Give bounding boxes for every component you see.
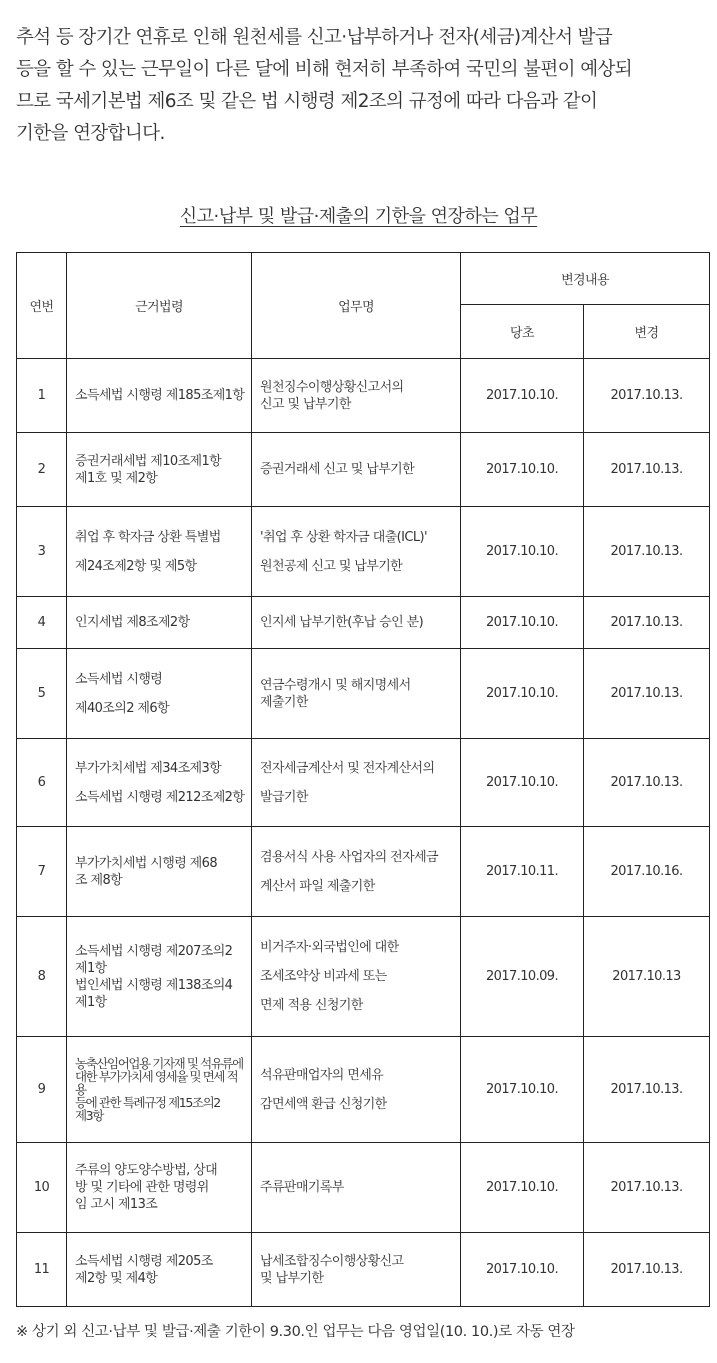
row-number: 11 <box>17 1233 67 1307</box>
table-row <box>17 597 710 649</box>
header-changed: 변경 <box>584 305 710 359</box>
table-row <box>17 827 710 917</box>
row-number: 10 <box>17 1143 67 1233</box>
task-cell <box>252 1233 461 1307</box>
task-line <box>260 777 456 789</box>
deadline-extension-table <box>16 252 710 1307</box>
task-cell <box>252 649 461 739</box>
task-cell <box>252 359 461 433</box>
law-line: 인지세법 제8조제2항 <box>75 615 190 630</box>
table-row <box>17 1233 710 1307</box>
law-cell <box>67 739 252 827</box>
task-line: 감면세액 환급 신청기한 <box>260 1096 387 1112</box>
row-number: 2 <box>17 433 67 507</box>
task-line: 납세조합징수이행상황신고 <box>260 1253 404 1269</box>
law-line: 소득세법 시행령 제212조제2항 <box>75 789 245 805</box>
task-cell <box>252 1143 461 1233</box>
original-date: 2017.10.10. <box>461 1233 584 1307</box>
header-no: 연번 <box>17 253 67 359</box>
changed-date: 2017.10.13. <box>584 1233 710 1307</box>
law-line: 제1항 <box>75 994 107 1010</box>
law-cell <box>67 649 252 739</box>
intro-line: 므로 국세기본법 제6조 및 같은 법 시행령 제2조의 규정에 따라 다음과 같이 <box>16 91 598 112</box>
law-line: 제1호 및 제2항 <box>75 470 158 486</box>
changed-date: 2017.10.13 <box>584 917 710 1037</box>
task-line: 신고 및 납부기한 <box>260 396 351 412</box>
law-line: 소득세법 시행령 제205조 <box>75 1253 213 1269</box>
law-line: 증권거래세법 제10조제1항 <box>75 453 222 469</box>
law-line: 소득세법 시행령 제185조제1항 <box>75 388 245 403</box>
task-line: 및 납부기한 <box>260 1270 324 1286</box>
law-line: 주류의 양도양수방법, 상대 <box>75 1163 218 1178</box>
law-line <box>75 777 247 789</box>
task-line: 인지세 납부기한(후납 승인 분) <box>260 615 424 630</box>
original-date: 2017.10.10. <box>461 433 584 507</box>
task-line: 연금수령개시 및 해지명세서 <box>260 677 411 693</box>
table-row <box>17 649 710 739</box>
law-cell <box>67 433 252 507</box>
table-row <box>17 917 710 1037</box>
law-cell <box>67 597 252 649</box>
law-cell <box>67 917 252 1037</box>
task-line <box>260 1084 456 1096</box>
law-line: 등에 관한 특례규정 제15조의2 <box>75 1095 220 1110</box>
task-line: '취업 후 상환 학자금 대출(ICL)' <box>260 529 427 545</box>
task-cell <box>252 1037 461 1143</box>
task-line <box>260 546 456 558</box>
changed-date: 2017.10.13. <box>584 507 710 597</box>
law-line: 임 고시 제13조 <box>75 1197 158 1212</box>
original-date: 2017.10.10. <box>461 739 584 827</box>
original-date: 2017.10.11. <box>461 827 584 917</box>
law-line: 제40조의2 제6항 <box>75 700 170 716</box>
intro-paragraph <box>16 22 706 150</box>
task-line: 조세조약상 비과세 또는 <box>260 969 387 984</box>
header-original: 당초 <box>461 305 584 359</box>
task-line: 원천징수이행상황신고서의 <box>260 379 404 395</box>
row-number: 8 <box>17 917 67 1037</box>
task-line: 제출기한 <box>260 694 308 710</box>
task-line: 비거주자·외국법인에 대한 <box>260 940 399 955</box>
task-line <box>260 985 456 997</box>
law-cell <box>67 1143 252 1233</box>
header-change: 변경내용 <box>461 253 710 305</box>
header-law: 근거법령 <box>67 253 252 359</box>
law-cell <box>67 827 252 917</box>
original-date: 2017.10.10. <box>461 597 584 649</box>
row-number: 1 <box>17 359 67 433</box>
table-row <box>17 359 710 433</box>
law-line: 제24조제2항 및 제5항 <box>75 558 197 574</box>
law-cell <box>67 1037 252 1143</box>
changed-date: 2017.10.13. <box>584 359 710 433</box>
law-line: 조 제8항 <box>75 872 123 888</box>
law-line: 방 및 기타에 관한 명령위 <box>75 1180 209 1195</box>
row-number: 5 <box>17 649 67 739</box>
row-number: 3 <box>17 507 67 597</box>
law-line <box>75 546 247 558</box>
task-line: 면제 적용 신청기한 <box>260 998 363 1013</box>
task-line: 발급기한 <box>260 789 308 805</box>
law-cell <box>67 507 252 597</box>
law-line: 부가가치세법 제34조제3항 <box>75 760 222 776</box>
original-date: 2017.10.10. <box>461 1143 584 1233</box>
row-number: 7 <box>17 827 67 917</box>
table-row <box>17 1037 710 1143</box>
row-number: 4 <box>17 597 67 649</box>
task-line: 원천공제 신고 및 납부기한 <box>260 558 403 574</box>
law-line: 소득세법 시행령 <box>75 671 163 687</box>
task-line: 계산서 파일 제출기한 <box>260 878 375 894</box>
task-line: 주류판매기록부 <box>260 1180 344 1195</box>
task-cell <box>252 507 461 597</box>
footnote: ※ 상기 외 신고·납부 및 발급·제출 기한이 9.30.인 업무는 다음 영업일(10. 10.)로 자동 연장 <box>16 1324 575 1340</box>
changed-date: 2017.10.13. <box>584 433 710 507</box>
task-line <box>260 956 456 968</box>
law-line: 제1항 <box>75 960 107 976</box>
law-cell <box>67 1233 252 1307</box>
law-line <box>75 688 247 700</box>
row-number: 9 <box>17 1037 67 1143</box>
law-line: 법인세법 시행령 제138조의4 <box>75 977 233 993</box>
intro-line: 등을 할 수 있는 근무일이 다른 달에 비해 현저히 부족하여 국민의 불편이 예상되 <box>16 59 633 80</box>
task-cell <box>252 827 461 917</box>
law-cell <box>67 359 252 433</box>
task-line: 전자세금계산서 및 전자계산서의 <box>260 760 435 776</box>
task-line: 증권거래세 신고 및 납부기한 <box>260 462 415 477</box>
law-line: 소득세법 시행령 제207조의2 <box>75 943 233 959</box>
law-line: 농축산임어업용 기자재 및 석유류에 <box>75 1056 243 1071</box>
table-row <box>17 507 710 597</box>
law-line: 부가가치세법 시행령 제68 <box>75 855 217 871</box>
task-line <box>260 866 456 878</box>
task-cell <box>252 917 461 1037</box>
table-title: 신고·납부 및 발급·제출의 기한을 연장하는 업무 <box>179 206 538 227</box>
header-task: 업무명 <box>252 253 461 359</box>
changed-date: 2017.10.13. <box>584 1143 710 1233</box>
original-date: 2017.10.10. <box>461 649 584 739</box>
task-line: 석유판매업자의 면세유 <box>260 1067 384 1083</box>
law-line: 취업 후 학자금 상환 특별법 <box>75 529 221 545</box>
task-cell <box>252 597 461 649</box>
law-line: 제3항 <box>75 1108 103 1123</box>
changed-date: 2017.10.13. <box>584 597 710 649</box>
original-date: 2017.10.10. <box>461 1037 584 1143</box>
table-row <box>17 739 710 827</box>
task-cell <box>252 433 461 507</box>
original-date: 2017.10.10. <box>461 507 584 597</box>
intro-line: 추석 등 장기간 연휴로 인해 원천세를 신고·납부하거나 전자(세금)계산서 발급 <box>16 27 613 48</box>
task-cell <box>252 739 461 827</box>
changed-date: 2017.10.16. <box>584 827 710 917</box>
changed-date: 2017.10.13. <box>584 1037 710 1143</box>
table-row <box>17 433 710 507</box>
original-date: 2017.10.09. <box>461 917 584 1037</box>
changed-date: 2017.10.13. <box>584 739 710 827</box>
law-line: 제2항 및 제4항 <box>75 1270 158 1286</box>
intro-line: 기한을 연장합니다. <box>16 123 165 144</box>
original-date: 2017.10.10. <box>461 359 584 433</box>
law-line: 대한 부가가치세 영세율 및 면세 적용 <box>75 1069 238 1097</box>
changed-date: 2017.10.13. <box>584 649 710 739</box>
task-line: 겸용서식 사용 사업자의 전자세금 <box>260 849 439 865</box>
table-row <box>17 1143 710 1233</box>
row-number: 6 <box>17 739 67 827</box>
